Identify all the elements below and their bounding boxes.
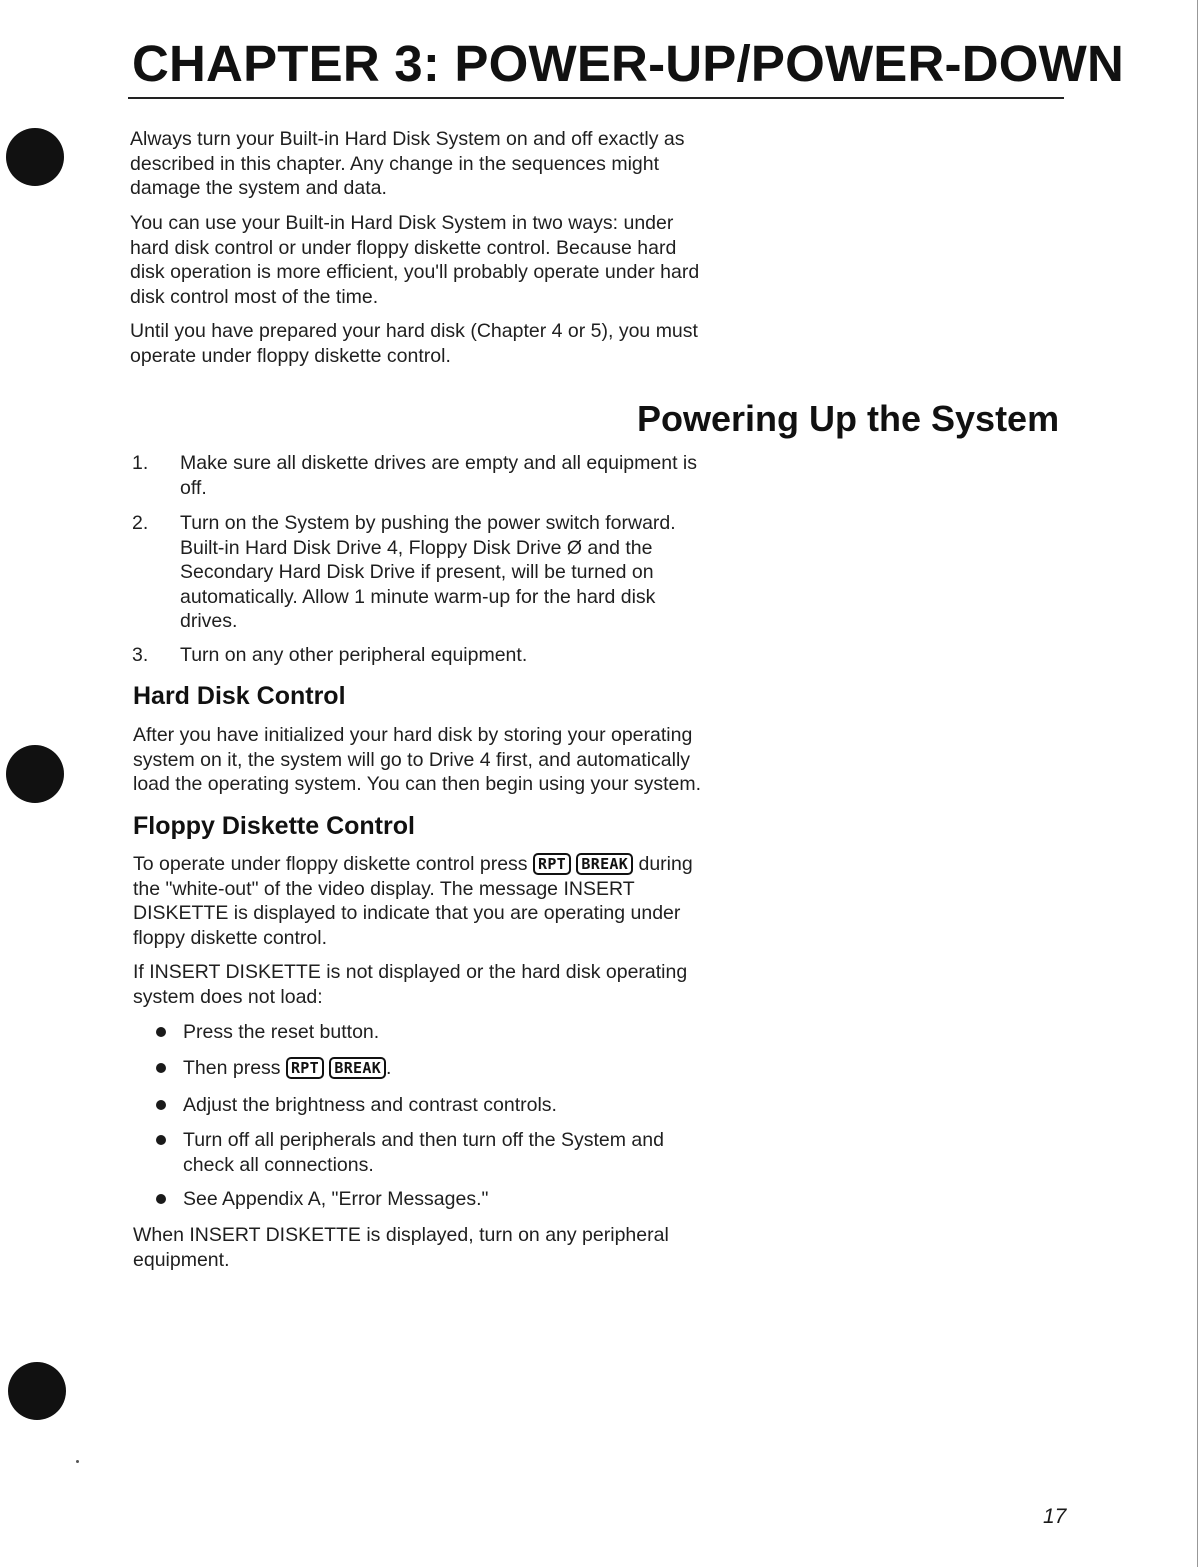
step-number: 1.: [132, 452, 149, 474]
rpt-key: RPT: [286, 1057, 324, 1079]
intro-paragraph-2: You can use your Built-in Hard Disk System in two ways: under hard disk control or under floppy diskette control. Because hard disk operation is more efficient, you'll probably operate under hard disk control most of the time.: [130, 212, 700, 308]
list-item-text: Adjust the brightness and contrast controls.: [183, 1094, 557, 1116]
intro-paragraph-3: Until you have prepared your hard disk (Chapter 4 or 5), you must operate under floppy diskette control.: [130, 320, 698, 367]
punch-hole: [6, 128, 64, 186]
list-item-text-start: Then press: [183, 1057, 286, 1079]
list-item-text: See Appendix A, "Error Messages.": [183, 1188, 489, 1210]
bullet-dot: [156, 1100, 166, 1110]
bullet-dot: [156, 1027, 166, 1037]
chapter-title: CHAPTER 3: POWER-UP/POWER-DOWN: [132, 35, 1124, 92]
title-rule: [128, 97, 1064, 99]
step-text: Turn on the System by pushing the power switch forward. Built-in Hard Disk Drive 4, Floppy Disk Drive Ø and the Secondary Hard Disk Drive if present, will be turned on automatically. Allow 1 minute warm-up for the hard disk drives.: [180, 512, 676, 632]
subheading-hard-disk-control: Hard Disk Control: [133, 682, 346, 710]
page-edge-line: [1197, 0, 1198, 1567]
bullet-dot: [156, 1194, 166, 1204]
list-item-text: [183, 1056, 391, 1081]
step-text: Make sure all diskette drives are empty and all equipment is off.: [180, 452, 697, 499]
bullet-dot: [156, 1135, 166, 1145]
floppy-fallback-paragraph: If INSERT DISKETTE is not displayed or the hard disk operating system does not load:: [133, 961, 688, 1008]
hard-disk-control-text: After you have initialized your hard disk by storing your operating system on it, the system will go to Drive 4 first, and automatically load the operating system. You can then begin using your system.: [133, 724, 702, 795]
section-heading-powering-up: Powering Up the System: [637, 398, 1060, 439]
list-item-text: Press the reset button.: [183, 1021, 380, 1043]
break-key: BREAK: [576, 853, 633, 875]
step-number: 2.: [132, 512, 149, 534]
scan-speck: [76, 1460, 79, 1463]
closing-paragraph: When INSERT DISKETTE is displayed, turn on any peripheral equipment.: [133, 1224, 669, 1271]
floppy-text-end: during the "white-out" of the video display. The message INSERT DISKETTE is displayed to indicate that you are operating under floppy diskette control.: [133, 853, 693, 949]
floppy-control-paragraph: [133, 852, 833, 950]
floppy-text-start: To operate under floppy diskette control press: [133, 853, 533, 875]
bullet-dot: [156, 1063, 166, 1073]
list-item-text: Turn off all peripherals and then turn off the System and check all connections.: [183, 1129, 664, 1176]
subheading-floppy-diskette-control: Floppy Diskette Control: [133, 812, 415, 840]
step-text: Turn on any other peripheral equipment.: [180, 644, 528, 666]
step-number: 3.: [132, 644, 149, 666]
punch-hole: [8, 1362, 66, 1420]
punch-hole: [6, 745, 64, 803]
list-item-text-end: .: [386, 1057, 392, 1079]
break-key: BREAK: [329, 1057, 386, 1079]
page-number: 17: [1043, 1505, 1067, 1528]
rpt-key: RPT: [533, 853, 571, 875]
intro-paragraph-1: Always turn your Built-in Hard Disk System on and off exactly as described in this chapter. Any change in the sequences might damage the system and data.: [130, 128, 685, 199]
